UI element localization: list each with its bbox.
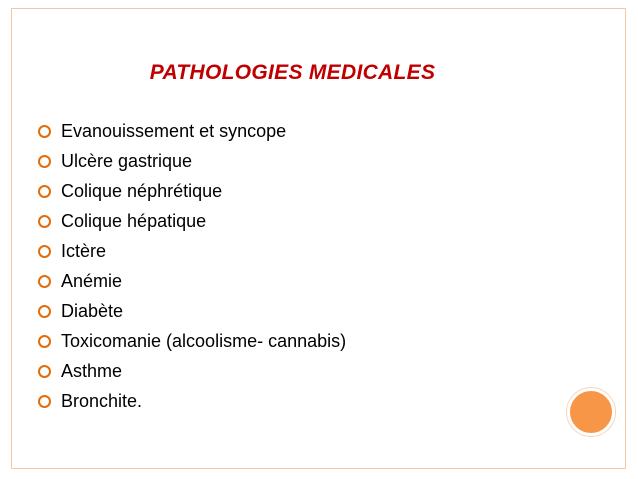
- list-item-text: Colique hépatique: [61, 210, 207, 231]
- list-item: [38, 296, 346, 326]
- circle-bullet-icon: [38, 185, 51, 198]
- list-item-text: Asthme: [61, 360, 123, 381]
- circle-bullet-icon: [38, 335, 51, 348]
- list-item: [38, 326, 346, 356]
- list-item-text: Colique néphrétique: [61, 180, 223, 201]
- list-item-text: Anémie: [61, 270, 123, 291]
- circle-bullet-icon: [38, 305, 51, 318]
- circle-bullet-icon: [38, 155, 51, 168]
- circle-bullet-icon: [38, 125, 51, 138]
- list-item-text: Toxicomanie (alcoolisme- cannabis): [61, 330, 347, 351]
- list-item: [38, 146, 346, 176]
- list-item-text: Ulcère gastrique: [61, 150, 193, 171]
- list-item: [38, 386, 346, 416]
- list-item: [38, 266, 346, 296]
- list-item-text: Evanouissement et syncope: [61, 120, 287, 141]
- slide-title: PATHOLOGIES MEDICALES: [149, 61, 436, 84]
- list-item: [38, 236, 346, 266]
- circle-bullet-icon: [38, 395, 51, 408]
- list-item-text: Diabète: [61, 300, 124, 321]
- circle-bullet-icon: [38, 275, 51, 288]
- list-item: [38, 356, 346, 386]
- list-item-text: Ictère: [61, 240, 107, 261]
- bullet-list: [38, 116, 346, 416]
- circle-bullet-icon: [38, 215, 51, 228]
- circle-bullet-icon: [38, 245, 51, 258]
- list-item: [38, 176, 346, 206]
- list-item: [38, 116, 346, 146]
- circle-bullet-icon: [38, 365, 51, 378]
- orange-circle-decoration-icon: [567, 388, 615, 436]
- list-item: [38, 206, 346, 236]
- list-item-text: Bronchite.: [61, 390, 143, 411]
